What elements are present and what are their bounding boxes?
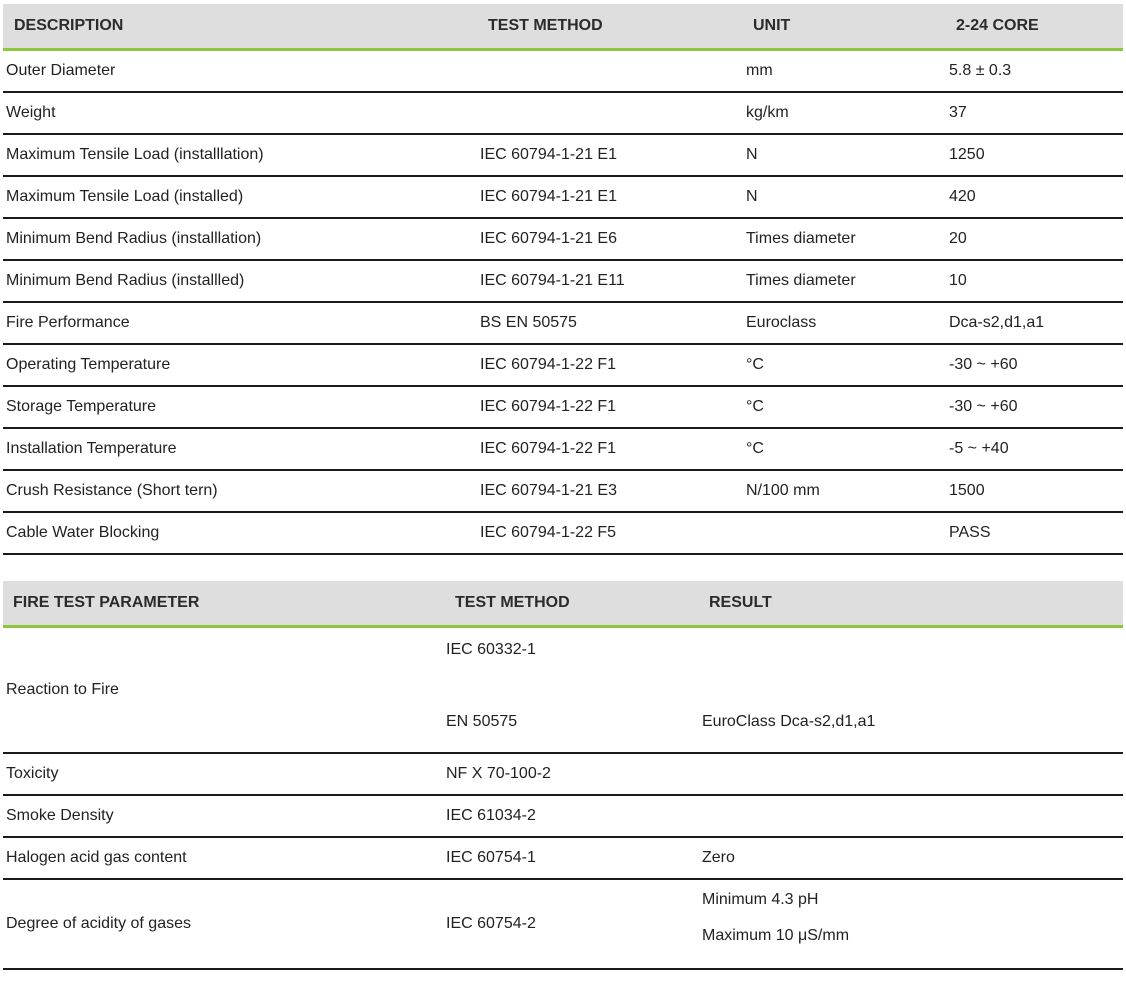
table-row <box>3 303 1123 345</box>
table-row <box>3 219 1123 261</box>
spec-table-header <box>3 4 1123 51</box>
row-unit: mm <box>746 62 773 79</box>
row-unit: Times diameter <box>746 272 856 289</box>
header-core: 2-24 CORE <box>956 17 1039 34</box>
row-test-method: IEC 60794-1-21 E6 <box>480 230 617 247</box>
row-test-method: EN 50575 <box>446 713 518 730</box>
header-result: RESULT <box>709 594 772 611</box>
row-value: 20 <box>949 230 967 247</box>
row-description: Weight <box>6 104 56 121</box>
row-value: -30 ~ +60 <box>949 398 1018 415</box>
header-unit: UNIT <box>753 17 791 34</box>
row-unit: Times diameter <box>746 230 856 247</box>
row-unit: N <box>746 188 758 205</box>
row-test-method: IEC 60794-1-22 F1 <box>480 398 617 415</box>
row-description: Cable Water Blocking <box>6 524 160 541</box>
table-row <box>3 51 1123 93</box>
row-test-method: IEC 60332-1 <box>446 641 536 658</box>
row-test-method: NF X 70-100-2 <box>446 765 551 782</box>
row-parameter: Smoke Density <box>6 807 114 824</box>
row-description: Crush Resistance (Short tern) <box>6 482 218 499</box>
row-test-method: IEC 60794-1-21 E11 <box>480 272 625 289</box>
row-value: 1250 <box>949 146 985 163</box>
row-unit: kg/km <box>746 104 789 121</box>
row-value: 37 <box>949 104 967 121</box>
table-row <box>3 838 1123 880</box>
row-description: Operating Temperature <box>6 356 171 373</box>
row-test-method: IEC 60794-1-21 E1 <box>480 188 617 205</box>
row-unit: N <box>746 146 758 163</box>
row-description: Storage Temperature <box>6 398 157 415</box>
row-unit: N/100 mm <box>746 482 820 499</box>
row-value: -30 ~ +60 <box>949 356 1018 373</box>
row-value: Dca-s2,d1,a1 <box>949 314 1045 331</box>
table-row <box>3 471 1123 513</box>
row-value: 10 <box>949 272 967 289</box>
table-row-reaction-to-fire <box>3 628 1123 754</box>
spec-table <box>3 4 1123 555</box>
header-description: DESCRIPTION <box>14 17 124 34</box>
table-row <box>3 513 1123 555</box>
table-row <box>3 135 1123 177</box>
row-result: Zero <box>702 849 735 866</box>
row-parameter: Toxicity <box>6 765 59 782</box>
row-description: Maximum Tensile Load (installlation) <box>6 146 264 163</box>
table-row <box>3 387 1123 429</box>
row-result: Minimum 4.3 pH <box>702 891 819 908</box>
table-row <box>3 261 1123 303</box>
table-row <box>3 796 1123 838</box>
row-test-method: IEC 60794-1-22 F5 <box>480 524 617 541</box>
row-value: PASS <box>949 524 991 541</box>
row-result: Maximum 10 μS/mm <box>702 927 850 944</box>
table-row <box>3 429 1123 471</box>
row-test-method: IEC 60754-2 <box>446 915 536 932</box>
row-test-method: IEC 60794-1-21 E3 <box>480 482 617 499</box>
row-value: 5.8 ± 0.3 <box>949 62 1012 79</box>
row-description: Minimum Bend Radius (installled) <box>6 272 245 289</box>
row-test-method: IEC 61034-2 <box>446 807 536 824</box>
table-row <box>3 93 1123 135</box>
row-parameter: Reaction to Fire <box>6 681 119 698</box>
row-result: EuroClass Dca-s2,d1,a1 <box>702 713 876 730</box>
row-test-method: IEC 60754-1 <box>446 849 536 866</box>
table-row <box>3 345 1123 387</box>
fire-table-header <box>3 581 1123 628</box>
header-fire-test-parameter: FIRE TEST PARAMETER <box>13 594 200 611</box>
row-value: -5 ~ +40 <box>949 440 1009 457</box>
row-description: Installation Temperature <box>6 440 177 457</box>
table-row <box>3 754 1123 796</box>
fire-test-table <box>3 581 1123 970</box>
row-value: 1500 <box>949 482 985 499</box>
row-test-method: BS EN 50575 <box>480 314 577 331</box>
row-parameter: Degree of acidity of gases <box>6 915 191 932</box>
table-row <box>3 177 1123 219</box>
row-description: Maximum Tensile Load (installed) <box>6 188 244 205</box>
row-unit: °C <box>746 356 764 373</box>
row-value: 420 <box>949 188 976 205</box>
row-test-method: IEC 60794-1-22 F1 <box>480 440 617 457</box>
row-description: Outer Diameter <box>6 62 116 79</box>
row-description: Minimum Bend Radius (installlation) <box>6 230 262 247</box>
row-description: Fire Performance <box>6 314 130 331</box>
row-unit: °C <box>746 440 764 457</box>
row-unit: Euroclass <box>746 314 817 331</box>
table-row-acidity <box>3 880 1123 970</box>
row-unit: °C <box>746 398 764 415</box>
header-test-method: TEST METHOD <box>455 594 570 611</box>
header-test-method: TEST METHOD <box>488 17 603 34</box>
row-test-method: IEC 60794-1-21 E1 <box>480 146 617 163</box>
row-parameter: Halogen acid gas content <box>6 849 187 866</box>
row-test-method: IEC 60794-1-22 F1 <box>480 356 617 373</box>
